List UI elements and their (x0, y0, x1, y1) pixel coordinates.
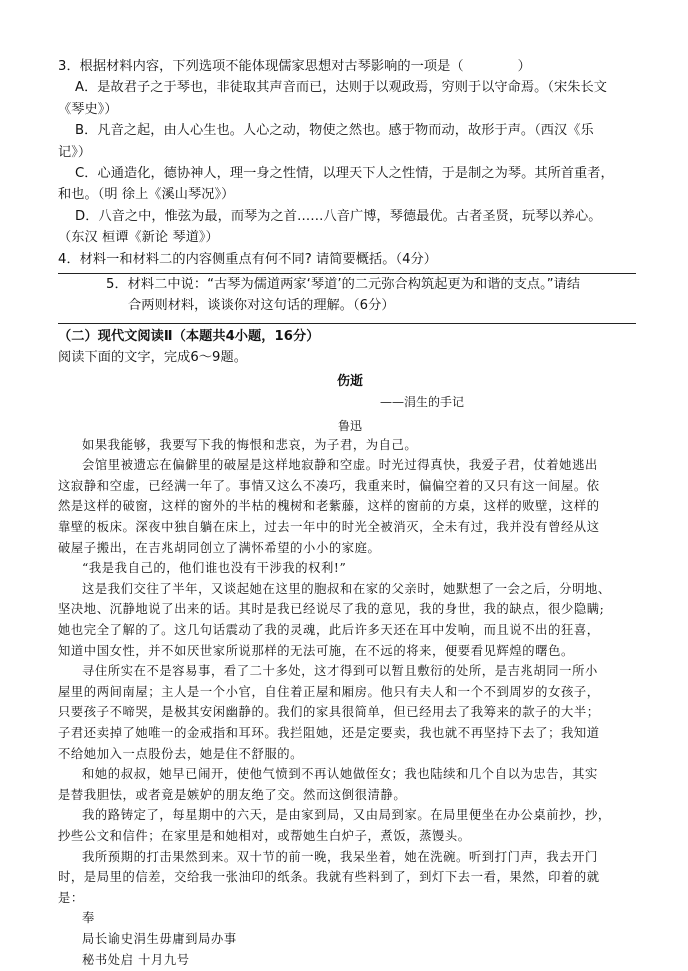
paragraph-line: 抄些公文和信件；在家里是和她相对，或帮她生白炉子，煮饭，蒸馒头。 (58, 828, 471, 843)
section-heading: （二）现代文阅读Ⅱ（本题共4小题，16分） (58, 328, 320, 344)
option-a-line-2: 《琴史》） (58, 101, 118, 117)
paragraph-line: “我是我自己的，他们谁也没有干涉我的权利!” (82, 561, 347, 576)
option-d-line-1: D．八音之中，惟弦为最，而琴为之首……八音广博，琴德最优。古者圣贤，玩琴以养心。 (75, 208, 602, 224)
paragraph-line: 如果我能够，我要写下我的悔恨和悲哀，为子君，为自己。 (82, 437, 418, 452)
option-c-line-1: C．心通造化，德协神人，理一身之性情，以理天下人之性情，于是制之为琴。其所首重者， (75, 166, 614, 182)
article-title: 伤逝 (336, 373, 363, 389)
paragraph-line: 子君还卖掉了她唯一的金戒指和耳环。我拦阻她，还是定要卖，我也就不再坚持下去了；我知道 (58, 726, 600, 740)
paragraph-line: 破屋子搬出，在吉兆胡同创立了满怀希望的小小的家庭。 (58, 540, 381, 555)
question-4: 4．材料一和材料二的内容侧重点有何不同? 请简要概括。（4分） (58, 251, 437, 267)
paragraph-line: 坚决地、沉静地说了出来的话。其时是我已经说尽了我的意见，我的身世，我的缺点，很少隐瞒; (58, 602, 605, 617)
paragraph-line: 这是我们交往了半年，又谈起她在这里的胞叔和在家的父亲时，她默想了一会之后，分明地、 (82, 581, 611, 596)
question-3-stem-end: ） (517, 59, 531, 74)
paragraph-line: 我所预期的打击果然到来。双十节的前一晚，我呆坐着，她在洗碗。听到打门声，我去开门 (82, 849, 598, 864)
article-author: 鲁迅 (337, 418, 362, 433)
notice-line-1: 奉 (82, 911, 95, 926)
question-5-line-2: 合两则材料，谈谈你对这句话的理解。（6分） (128, 298, 395, 314)
paragraph-line: 寻住所实在不是容易事，看了二十多处，这才得到可以暂且敷衍的处所，是吉兆胡同一所小 (82, 664, 598, 679)
question-3-stem (58, 56, 642, 77)
paragraph-line: 屋里的两间南屋；主人是一个小官，自住着正屋和厢房。他只有夫人和一个不到周岁的女孩子， (58, 684, 600, 699)
paragraph-line: 会馆里被遗忘在偏僻里的破屋是这样地寂静和空虚。时光过得真快，我爱子君，仗着她逃出 (82, 458, 598, 473)
option-b-line-1: B．凡音之起，由人心生也。人心之动，物使之然也。感于物而动，故形于声。（西汉《乐 (75, 123, 594, 139)
paragraph-line: 然是这样的破窗，这样的窗外的半枯的槐树和老紫藤，这样的窗前的方桌，这样的败壁，这样的 (58, 499, 600, 514)
option-a-line-1: A．是故君子之于琴也，非徒取其声音而已，达则于以观政焉，穷则于以守命焉。（宋朱长文 (75, 80, 607, 96)
paragraph-line: 时，是局里的信差，交给我一张油印的纸条。我就有些料到了，到灯下去一看，果然，印着的就 (58, 870, 600, 885)
option-c-line-2: 和也。（明 徐上《溪山琴况》） (58, 187, 235, 203)
paragraph-line: 是： (58, 890, 84, 905)
notice-line-3: 秘书处启 十月九号 (82, 952, 190, 967)
paragraph-line: 靠壁的板床。深夜中独自躺在床上，过去一年中的时光全被消灭，全未有过，我并没有曾经从这 (58, 520, 600, 535)
paragraph-line: 我的路铸定了，每星期中的六天，是由家到局，又由局到家。在局里便坐在办公桌前抄，抄， (82, 808, 611, 823)
notice-line-2: 局长谕史涓生毋庸到局办事 (82, 931, 237, 946)
section-instruction: 阅读下面的文字，完成6～9题。 (58, 350, 247, 366)
paragraph-line: 她也完全了解的了。这几句话震动了我的灵魂，此后许多天还在耳中发响，而且说不出的狂喜， (58, 623, 600, 638)
paragraph-line: 这寂静和空虚，已经满一年了。事情又这么不凑巧，我重来时，偏偏空着的又只有这一间屋。依 (58, 478, 600, 493)
paragraph-line: 和她的叔叔，她早已闹开，使他气愤到不再认她做侄女；我也陆续和几个自以为忠告，其实 (82, 767, 598, 782)
paragraph-line: 是替我胆怯，或者竟是嫉妒的朋友绝了交。然而这倒很清静。 (58, 787, 407, 802)
document-page (58, 56, 642, 970)
question-5-line-1: 5．材料二中说：“古琴为儒道两家‘琴道’的二元弥合构筑起更为和谐的支点。”请结 (106, 277, 581, 293)
paragraph-line: 不给她加入一点股份去，她是住不舒服的。 (58, 746, 304, 761)
paragraph-line: 知道中国女性，并不如厌世家所说那样的无法可施，在不远的将来，便要看见辉煌的曙色。 (58, 643, 574, 658)
option-b-line-2: 记》） (58, 144, 92, 160)
option-d-line-2: （东汉 桓谭《新论 琴道》） (58, 230, 219, 246)
paragraph-line: 只要孩子不啼哭，是极其安闲幽静的。我们的家具很简单，但已经用去了我筹来的款子的大半； (58, 705, 600, 720)
question-3-stem-text: 3．根据材料内容，下列选项不能体现儒家思想对古琴影响的一项是（ (58, 59, 464, 74)
article-subtitle: ——涓生的手记 (380, 394, 465, 409)
answer-line-q5 (58, 323, 636, 324)
